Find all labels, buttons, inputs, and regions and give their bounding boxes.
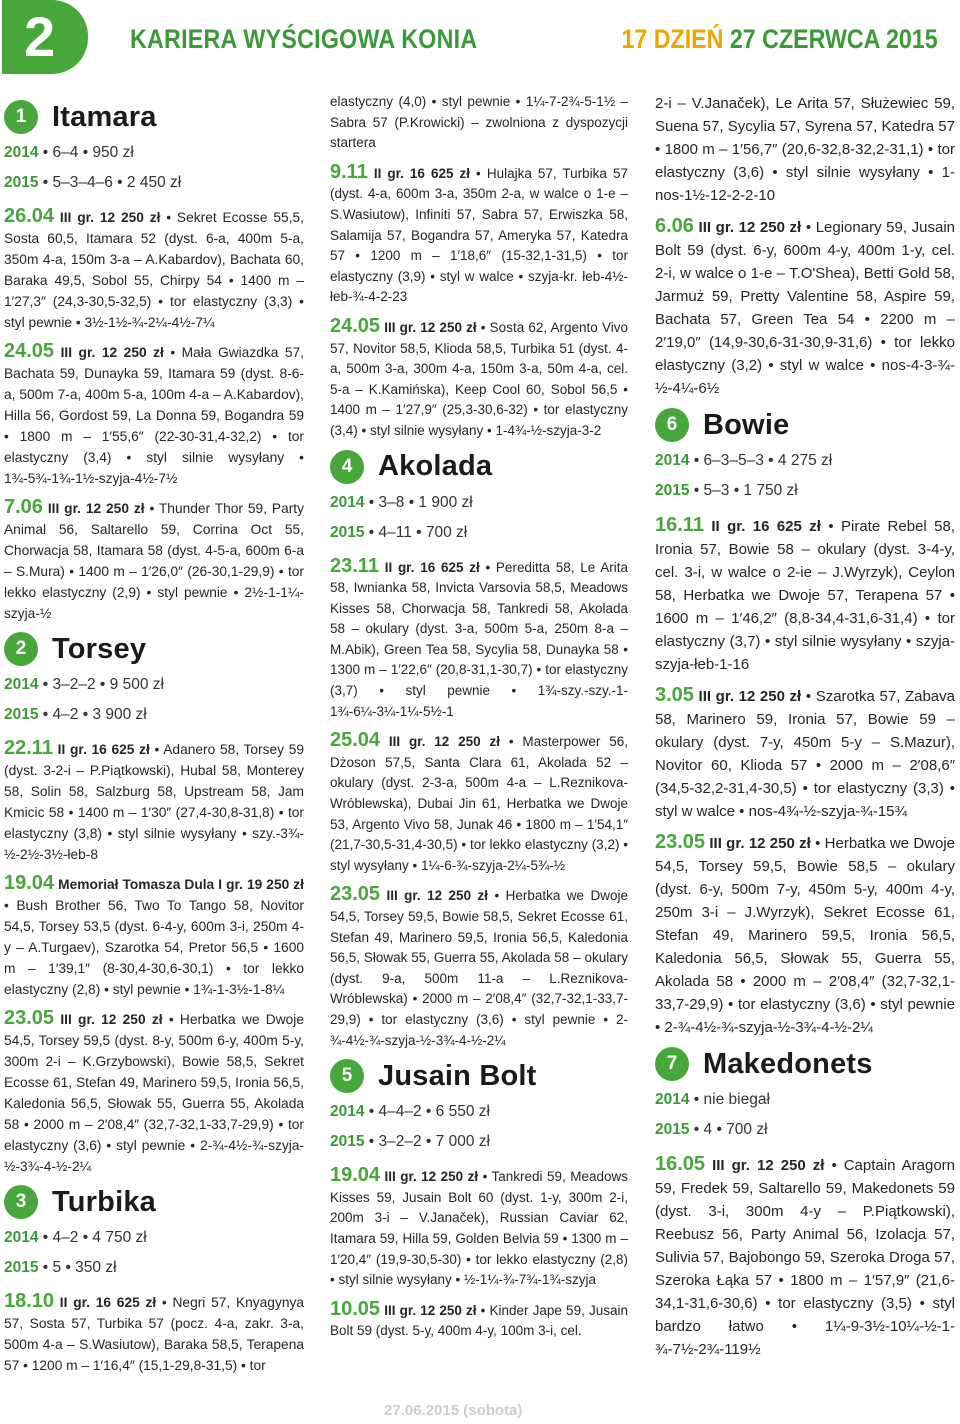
- race-details: • Negri 57, Knyagynya 57, Sosta 57, Turbika 57 (pocz. 4-a, zakr. 3-a, 500m 4-a – S.Wasiutow), Baraka 58,5, Terapena 57 • 1200 m – 1′16,4″ (15,1-29,8-31,5) • tor: [4, 1295, 304, 1373]
- horse-heading: [4, 1181, 304, 1223]
- season-stats-row: [4, 1223, 304, 1253]
- season-year: 2014: [330, 493, 365, 511]
- race-details: • Sosta 62, Argento Vivo 57, Novitor 58,5, Klioda 58,5, Turbika 51 (dyst. 4-a, 500m 3-a, 300m 4-a, 150m 3-a, 50m 4-a, cel. 5-a – K.Kamińska), Keep Cool 60, Sobol 56,5 • 1400 m – 1′27,9″ (25,3-30,6-32) • tor elastyczny (3,4) • styl silnie wysyłany • 1-4¾-½-szyja-3-2: [330, 319, 628, 438]
- race-details: • Captain Aragorn 59, Fredek 59, Saltarello 59, Makedonets 59 (dyst. 3-i, 300m 4-y – P.Piątkowski), Reebusz 56, Party Animal 56, Izolacja 57, Sulivia 57, Bajobongo 59, Szeroka Droga 57, Szeroka Łąka 57 • 1800 m – 1′57,9″ (21,6-34,1-31,6-30,6) • tor elastyczny (3,5) • styl bardzo łatwo • 1¼-9-3½-10¼-½-1-¾-7½-2¾-119½: [655, 1157, 955, 1358]
- horse-name: Itamara: [52, 100, 157, 133]
- season-stats-row: [655, 1115, 955, 1145]
- race-entry: [4, 341, 304, 489]
- race-grade-prize: III gr. 12 250 zł: [380, 888, 489, 904]
- race-entry: [4, 738, 304, 865]
- season-year: 2015: [4, 1259, 39, 1276]
- season-year: 2014: [4, 676, 39, 693]
- race-day-label: 17 DZIEŃ: [621, 24, 724, 54]
- horse-name: Torsey: [52, 632, 147, 665]
- race-date: 24.05: [330, 314, 381, 337]
- race-date-label: 27 CZERWCA 2015: [730, 24, 938, 54]
- horse-name: Jusain Bolt: [378, 1059, 537, 1092]
- race-grade-prize: II gr. 16 625 zł: [703, 518, 821, 535]
- horse-heading: [655, 404, 955, 446]
- race-details: 2-i – V.Janaček), Le Arita 57, Służewiec 59, Suena 57, Sycylia 57, Syrena 57, Katedra 57 • 1800 m – 1′56,7″ (20,6-32,8-32,2-31,1) • tor elastyczny (3,6) • styl silnie wysyłany • 1-nos-1½-12-2-2-10: [655, 95, 955, 204]
- race-details: • Mała Gwiazdka 57, Bachata 59, Dunayka 59, Itamara 59 (dyst. 8-6-a, 500m 7-a, 400m 5-a, 100m 4-a – A.Kabardov), Hilla 56, Gordost 59, La Donna 59, Bogandra 59 • 1800 m – 1′55,6″ (22-30-31,4-32,2) • tor elastyczny (3,4) • styl silnie wysyłany • 1¾-5¾-1¾-1½-szyja-4½-7½: [4, 345, 304, 486]
- race-date: 16.05: [655, 1153, 706, 1175]
- horse-number-badge: 7: [655, 1047, 689, 1081]
- race-entry: [655, 684, 955, 823]
- season-year: 2014: [4, 1229, 39, 1246]
- race-grade-prize: III gr. 12 250 zł: [380, 319, 477, 335]
- horse-number-badge: 6: [655, 408, 689, 442]
- horse-number-badge: 1: [4, 100, 38, 134]
- season-stats-row: [330, 488, 628, 518]
- race-grade-prize: III gr. 12 250 zł: [42, 501, 145, 516]
- race-details: • Herbatka we Dwoje 54,5, Torsey 59,5, Bowie 58,5 – okulary (dyst. 6-y, 500m 7-y, 450m 5-y, 400m 4-y, 250m 3-i – J.Wyrzyk), Sekret Ecosse 61, Stefan 49, Marinero 59,5, Ironia 56,5, Kaledonia 56,5, Słowak 55, Guerra 55, Akolada 58 • 2000 m – 2′08,4″ (32,7-32,1-33,7-29,9) • tor elastyczny (3,6) • styl pewnie • 2-¾-4½-¾-szyja-½-3¾-4-½-2¼: [655, 835, 955, 1036]
- season-year: 2014: [330, 1103, 365, 1121]
- season-stats-row: [4, 1253, 304, 1283]
- season-year: 2014: [655, 1091, 690, 1108]
- race-entry: [4, 1291, 304, 1376]
- page-number-badge: 2: [2, 0, 88, 74]
- race-grade-prize: II gr. 16 625 zł: [367, 165, 471, 181]
- season-summary: • 3–8 • 1 900 zł: [364, 493, 473, 511]
- horse-heading: [655, 1043, 955, 1085]
- race-grade-prize: III gr. 12 250 zł: [54, 210, 161, 225]
- footer-date: 27.06.2015 (sobota): [384, 1402, 523, 1419]
- race-details: • Masterpower 56, Dżoson 57,5, Santa Clara 61, Akolada 52 – okulary (dyst. 2-3-a, 500m 4-a – L.Reznikova-Wróblewska), Dubai Jin 61, Herbatka we Dwoje 53, Argento Vivo 58, Junak 46 • 1800 m – 1′54,1″ (21,7-30,5-31,4-30,5) • tor lekko elastyczny (3,2) • styl wysyłany • 1¼-6-¾-szyja-2¼-5¾-½: [330, 734, 628, 873]
- race-details: • Szarotka 57, Zabava 58, Marinero 59, Ironia 57, Bowie 59 – okulary (dyst. 7-y, 450m 5-y – S.Mazur), Novitor 60, Klioda 57 • 2000 m – 2′08,6″ (34,5-32,2-31,4-30,5) • tor elastyczny (3,3) • styl w walce • nos-4¾-½-szyja-¾-15¾: [655, 688, 955, 820]
- column-right: [655, 92, 955, 1361]
- race-grade-prize: III gr. 12 250 zł: [380, 734, 500, 750]
- race-details: • Herbatka we Dwoje 54,5, Torsey 59,5, Bowie 58,5, Sekret Ecosse 61, Stefan 49, Marinero 59,5, Ironia 56,5, Kaledonia 56,5, Słowak 55, Guerra 55, Akolada 58 – okulary (dyst. 9-a, 500m 11-a – L.Reznikova-Wróblewska) • 2000 m – 2′08,4″ (32,7-32,1-33,7-29,9) • tor elastyczny (3,6) • styl pewnie • 2-¾-4½-¾-szyja-½-3¾-4-½-2¼: [330, 888, 629, 1048]
- season-summary: • 3–2–2 • 9 500 zł: [38, 676, 164, 693]
- race-date: 16.11: [655, 514, 704, 536]
- horse-number-badge: 5: [330, 1059, 364, 1093]
- race-entry: [655, 1153, 955, 1361]
- race-entry: [330, 162, 628, 308]
- race-grade-prize: III gr. 12 250 zł: [705, 835, 811, 852]
- race-details: • Pereditta 58, Le Arita 58, Iwnianka 58, Invicta Varsovia 58,5, Meadows Kisses 58, Chorwacja 58, Tankredi 58, Akolada 58 – okulary (dyst. 3-a, 500m 5-a, 250m 8-a – M.Abik), Green Tea 58, Sycylia 58, Dunayka 58 • 1300 m – 1′22,6″ (20,8-31,1-30,7) • tor elastyczny (3,7) • styl pewnie • 1¾-szy.-szy.-1-1¾-6¼-3¼-1¼-5½-1: [330, 559, 628, 719]
- season-stats-row: [4, 168, 304, 198]
- race-date: 19.04: [330, 1164, 381, 1187]
- horse-name: Bowie: [703, 408, 790, 441]
- race-details: • Herbatka we Dwoje 54,5, Torsey 59,5 (dyst. 8-y, 500m 6-y, 400m 5-y, 300m 2-i – K.Grzybowski), Bowie 58,5, Sekret Ecosse 61, Stefan 49, Marinero 59,5, Ironia 56,5, Kaledonia 56,5, Słowak 55, Guerra 55, Akolada 58 • 2000 m – 2′08,4″ (32,7-32,1-33,7-29,9) • tor elastyczny (3,6) • styl pewnie • 2-¾-4½-¾-szyja-½-3¾-4-½-2¼: [4, 1012, 304, 1174]
- season-stats-row: [330, 1127, 628, 1157]
- season-year: 2015: [655, 482, 690, 499]
- race-entry: [655, 831, 955, 1039]
- column-left: [4, 92, 304, 1376]
- horse-heading: [4, 628, 304, 670]
- season-year: 2015: [330, 1133, 365, 1151]
- race-details: • Hulajka 57, Turbika 57 (dyst. 4-a, 600m 3-a, 350m 2-a, w walce o 1-e – S.Wasiutow), Infiniti 57, Sabra 57, Erwiszka 58, Salamija 57, Bogandra 57, Ameryka 57, Katedra 57 • 1200 m – 1′18,6″ (15-32,1-31,5) • tor elastyczny (3,9) • styl w walce • szyja-kr. łeb-4½-łeb-¾-4-2-23: [330, 165, 628, 305]
- season-summary: • 3–2–2 • 7 000 zł: [364, 1133, 490, 1151]
- race-date: 19.04: [4, 872, 55, 894]
- race-date: 6.06: [655, 215, 694, 237]
- season-year: 2015: [330, 523, 365, 541]
- season-stats-row: [655, 446, 955, 476]
- season-summary: • 4–4–2 • 6 550 zł: [364, 1103, 490, 1121]
- race-date: 23.05: [655, 831, 706, 853]
- season-year: 2015: [4, 706, 39, 723]
- season-year: 2014: [655, 452, 690, 469]
- race-entry: [330, 730, 628, 876]
- season-stats-row: [330, 518, 628, 548]
- race-entry: [330, 1299, 628, 1342]
- race-details: • Sekret Ecosse 55,5, Sosta 60,5, Itamara 52 (dyst. 6-a, 400m 5-a, 350m 4-a, 150m 3-a – A.Kabardov), Bachata 60, Baraka 49,5, Sobol 55, Chirpy 54 • 1400 m – 1′27,3″ (24,3-30,5-32,5) • tor elastyczny (3,3) • styl pewnie • 3½-1½-¾-2¼-4½-7¼: [4, 210, 304, 330]
- race-entry: [330, 92, 628, 154]
- race-grade-prize: III gr. 12 250 zł: [705, 1157, 825, 1174]
- horse-name: Akolada: [378, 450, 493, 483]
- season-stats-row: [655, 476, 955, 506]
- horse-heading: [330, 446, 628, 488]
- race-entry: [655, 514, 955, 676]
- race-day-date: [622, 24, 938, 55]
- season-stats-row: [330, 1097, 628, 1127]
- race-entry: [4, 206, 304, 333]
- race-date: 7.06: [4, 496, 43, 518]
- race-grade-prize: III gr. 12 250 zł: [693, 688, 802, 705]
- column-middle: [330, 92, 628, 1342]
- race-date: 26.04: [4, 205, 55, 227]
- race-entry: [330, 1165, 628, 1291]
- race-grade-prize: II gr. 16 625 zł: [378, 559, 480, 575]
- page-header: [0, 0, 960, 80]
- race-entry: [330, 316, 628, 442]
- horse-number-badge: 2: [4, 632, 38, 666]
- race-details: elastyczny (4,0) • styl pewnie • 1¼-7-2¾-5-1½ – Sabra 57 (P.Krowicki) – zwolniona z dyspozycji startera: [330, 94, 628, 151]
- race-grade-prize: III gr. 12 250 zł: [54, 345, 164, 360]
- race-entry: [655, 215, 955, 400]
- race-grade-prize: II gr. 16 625 zł: [54, 1295, 157, 1310]
- race-entry: [330, 556, 628, 723]
- race-details: • Pirate Rebel 58, Ironia 57, Bowie 58 – okulary (dyst. 3-4-y, cel. 3-i, w walce o 2-ie – J.Wyrzyk), Ceylon 58, Herbatka we Dwoje 57, Terapena 57 • 1600 m – 1′46,2″ (8,8-34,4-31,6-31,4) • tor elastyczny (3,7) • styl silnie wysyłany • szyja-szyja-łeb-1-16: [655, 518, 955, 673]
- horse-heading: [330, 1055, 628, 1097]
- race-details: • Thunder Thor 59, Party Animal 56, Saltarello 59, Corrina Oct 55, Chorwacja 58, Itamara 58 (dyst. 4-5-a, 600m 6-a – S.Mura) • 1400 m – 1′26,0″ (26-30,1-29,9) • tor lekko elastyczny (2,9) • styl pewnie • 2½-1-1¼-szyja-½: [4, 501, 304, 621]
- season-year: 2014: [4, 144, 39, 161]
- season-summary: • 6–3–5–3 • 4 275 zł: [689, 452, 833, 469]
- season-stats-row: [4, 670, 304, 700]
- race-grade-prize: Memoriał Tomasza Dula I gr. 19 250 zł: [54, 877, 304, 892]
- horse-name: Makedonets: [703, 1047, 873, 1080]
- season-stats-row: [655, 1085, 955, 1115]
- page-title: KARIERA WYŚCIGOWA KONIA: [130, 24, 478, 54]
- season-summary: • 5–3–4–6 • 2 450 zł: [38, 174, 182, 191]
- race-entry: [4, 873, 304, 1000]
- season-summary: • 4 • 700 zł: [689, 1121, 768, 1138]
- race-date: 23.11: [330, 554, 379, 577]
- race-date: 24.05: [4, 340, 55, 362]
- race-date: 3.05: [655, 684, 694, 706]
- season-summary: • nie biegał: [689, 1091, 770, 1108]
- horse-heading: [4, 96, 304, 138]
- race-details: • Bush Brother 56, Two To Tango 58, Novitor 54,5, Torsey 53,5 (dyst. 6-4-y, 600m 3-i, 250m 4-y – A.Turgaev), Szarotka 54, Pretor 56,5 • 1600 m – 1′39,1″ (8-30,4-30,6-30,1) • tor lekko elastyczny (2,8) • styl pewnie • 1¾-1-3½-1-8¼: [4, 898, 304, 997]
- season-year: 2015: [4, 174, 39, 191]
- race-details: • Adanero 58, Torsey 59 (dyst. 3-2-i – P.Piątkowski), Hubal 58, Monterey 58, Solin 58, Salzburg 58, Upstream 58, Jam Kmicic 58 • 1400 m – 1′30″ (27,4-30,8-31,8) • tor elastyczny (3,8) • styl silnie wysyłany • szy.-3¾-½-2½-3½-łeb-8: [4, 742, 304, 862]
- horse-name: Turbika: [52, 1185, 156, 1218]
- season-stats-row: [4, 138, 304, 168]
- race-details: • Kinder Jape 59, Jusain Bolt 59 (dyst. 5-y, 400m 4-y, 100m 3-i, cel.: [330, 1302, 628, 1339]
- race-entry: [655, 92, 955, 207]
- race-date: 9.11: [330, 160, 368, 183]
- race-details: • Legionary 59, Jusain Bolt 59 (dyst. 6-y, 600m 4-y, 400m 1-y, cel. 2-i, w walce o 1-e – T.O'Shea), Betti Gold 58, Jarmuż 59, Pretty Valentine 58, Aspire 59, Bachata 57, Green Tea 54 • 2200 m – 2′19,0″ (14,9-30,6-31-30,9-31,6) • tor lekko elastyczny (3,2) • styl w walce • nos-4-3-¾-½-4¼-6½: [655, 219, 956, 397]
- season-summary: • 5 • 350 zł: [38, 1259, 117, 1276]
- race-grade-prize: III gr. 12 250 zł: [380, 1169, 479, 1185]
- race-grade-prize: III gr. 12 250 zł: [380, 1302, 477, 1318]
- race-grade-prize: II gr. 16 625 zł: [52, 742, 150, 757]
- season-summary: • 4–2 • 4 750 zł: [38, 1229, 147, 1246]
- race-grade-prize: III gr. 12 250 zł: [54, 1012, 163, 1027]
- race-entry: [4, 1008, 304, 1177]
- season-summary: • 4–2 • 3 900 zł: [38, 706, 147, 723]
- race-date: 25.04: [330, 729, 381, 752]
- race-date: 23.05: [330, 883, 381, 906]
- season-summary: • 4–11 • 700 zł: [364, 523, 468, 541]
- horse-number-badge: 3: [4, 1185, 38, 1219]
- season-summary: • 5–3 • 1 750 zł: [689, 482, 798, 499]
- race-details: • Tankredi 59, Meadows Kisses 59, Jusain Bolt 60 (dyst. 1-y, 300m 2-i, 200m 3-i – V.Janaček), Russian Caviar 62, Itamara 59, Hilla 59, Golden Belvia 59 • 1300 m – 1′20,4″ (19,9-30,5-30) • tor lekko elastyczny (2,8) • styl silnie wysyłany • ½-1¼-¾-7¾-1¾-szyja: [330, 1169, 628, 1288]
- race-entry: [330, 884, 628, 1051]
- season-summary: • 6–4 • 950 zł: [38, 144, 134, 161]
- race-date: 10.05: [330, 1297, 381, 1320]
- race-grade-prize: III gr. 12 250 zł: [693, 219, 802, 236]
- season-year: 2015: [655, 1121, 690, 1138]
- race-date: 23.05: [4, 1007, 55, 1029]
- horse-number-badge: 4: [330, 450, 364, 484]
- race-date: 18.10: [4, 1290, 55, 1312]
- season-stats-row: [4, 700, 304, 730]
- race-date: 22.11: [4, 737, 53, 759]
- race-entry: [4, 497, 304, 624]
